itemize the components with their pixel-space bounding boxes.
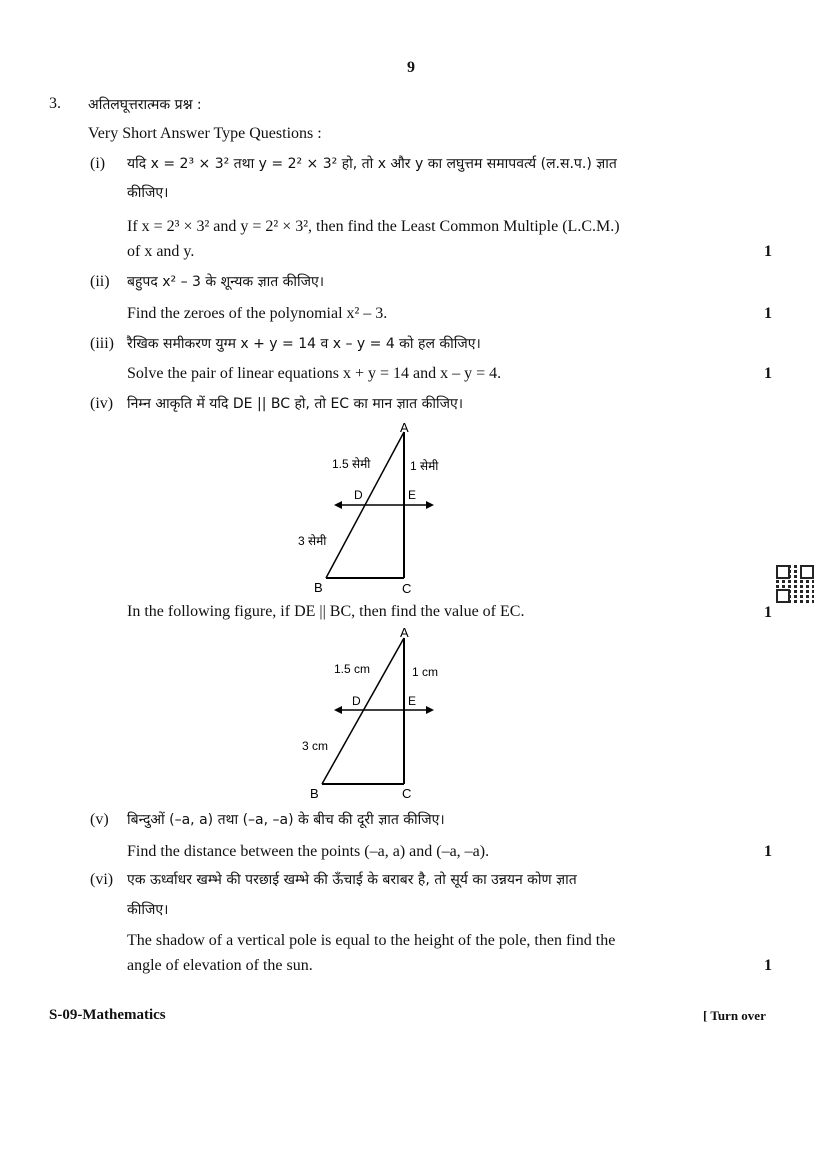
item-iii-hindi: रैखिक समीकरण युग्म x + y = 14 व x – y = 4 को हल कीजिए। [127, 336, 481, 352]
item-vi-marks: 1 [764, 957, 772, 974]
length-ae-label: 1 सेमी [410, 459, 439, 473]
side-ab [322, 638, 404, 784]
point-e-label: E [408, 694, 417, 708]
vertex-a-label: A [400, 420, 409, 435]
item-iv-label: (iv) [90, 395, 114, 412]
arrow-left-icon [334, 501, 342, 509]
length-ad-label: 1.5 cm [334, 662, 371, 676]
item-vi-english-line2: angle of elevation of the sun. [127, 957, 313, 974]
item-i-hindi-line2: कीजिए। [127, 185, 169, 201]
item-ii-label: (ii) [90, 273, 110, 290]
length-db-label: 3 सेमी [298, 534, 327, 548]
point-d-label: D [354, 488, 363, 502]
vertex-b-label: B [310, 786, 319, 801]
item-iii-label: (iii) [90, 335, 114, 352]
question-title-hi: अतिलघूत्तरात्मक प्रश्न : [88, 97, 202, 113]
item-ii-english: Find the zeroes of the polynomial x² – 3. [127, 305, 388, 322]
item-iv-marks: 1 [764, 604, 772, 621]
item-i-label: (i) [90, 155, 106, 172]
length-ad-label: 1.5 सेमी [332, 457, 371, 471]
item-v-english: Find the distance between the points (–a, a) and (–a, –a). [127, 843, 490, 860]
vertex-c-label: C [402, 581, 412, 596]
item-i-hindi-line1: यदि x = 2³ × 3² तथा y = 2² × 3² हो, तो x और y का लघुत्तम समापवर्त्य (ल.स.प.) ज्ञात [127, 156, 617, 172]
item-ii-hindi: बहुपद x² – 3 के शून्यक ज्ञात कीजिए। [127, 274, 325, 290]
item-vi-english-line1: The shadow of a vertical pole is equal to the height of the pole, then find the [127, 932, 616, 949]
arrow-left-icon [334, 706, 342, 714]
page-number: 9 [407, 59, 415, 76]
item-vi-label: (vi) [90, 871, 114, 888]
point-e-label: E [408, 488, 417, 502]
item-ii-marks: 1 [764, 305, 772, 322]
item-vi-hindi-line2: कीजिए। [127, 902, 169, 918]
item-i-marks: 1 [764, 243, 772, 260]
length-db-label: 3 cm [302, 739, 329, 753]
arrow-right-icon [426, 706, 434, 714]
vertex-b-label: B [314, 580, 323, 595]
item-v-hindi: बिन्दुओं (–a, a) तथा (–a, –a) के बीच की दूरी ज्ञात कीजिए। [127, 812, 445, 828]
item-iii-english: Solve the pair of linear equations x + y = 14 and x – y = 4. [127, 365, 502, 382]
length-ae-label: 1 cm [412, 665, 439, 679]
item-i-english-line2: of x and y. [127, 243, 195, 260]
question-number: 3. [49, 95, 61, 112]
item-v-marks: 1 [764, 843, 772, 860]
item-iv-hindi: निम्न आकृति में यदि DE || BC हो, तो EC का मान ज्ञात कीजिए। [127, 396, 464, 412]
item-vi-hindi-line1: एक ऊर्ध्वाधर खम्भे की परछाई खम्भे की ऊँचाई के बराबर है, तो सूर्य का उन्नयन कोण ज्ञात [127, 872, 577, 888]
item-v-label: (v) [90, 811, 109, 828]
arrow-right-icon [426, 501, 434, 509]
point-d-label: D [352, 694, 361, 708]
triangle-figure-english [290, 624, 460, 804]
item-iv-english: In the following figure, if DE || BC, then find the value of EC. [127, 603, 525, 620]
qr-code [776, 565, 814, 603]
triangle-figure-hindi [290, 420, 460, 600]
vertex-c-label: C [402, 786, 412, 801]
item-i-english-line1: If x = 2³ × 3² and y = 2² × 3², then find the Least Common Multiple (L.C.M.) [127, 218, 620, 235]
footer-turn-over: [ Turn over [703, 1008, 766, 1023]
vertex-a-label: A [400, 625, 409, 640]
item-iii-marks: 1 [764, 365, 772, 382]
question-title-en: Very Short Answer Type Questions : [88, 125, 322, 142]
footer-paper-code: S-09-Mathematics [49, 1007, 166, 1023]
